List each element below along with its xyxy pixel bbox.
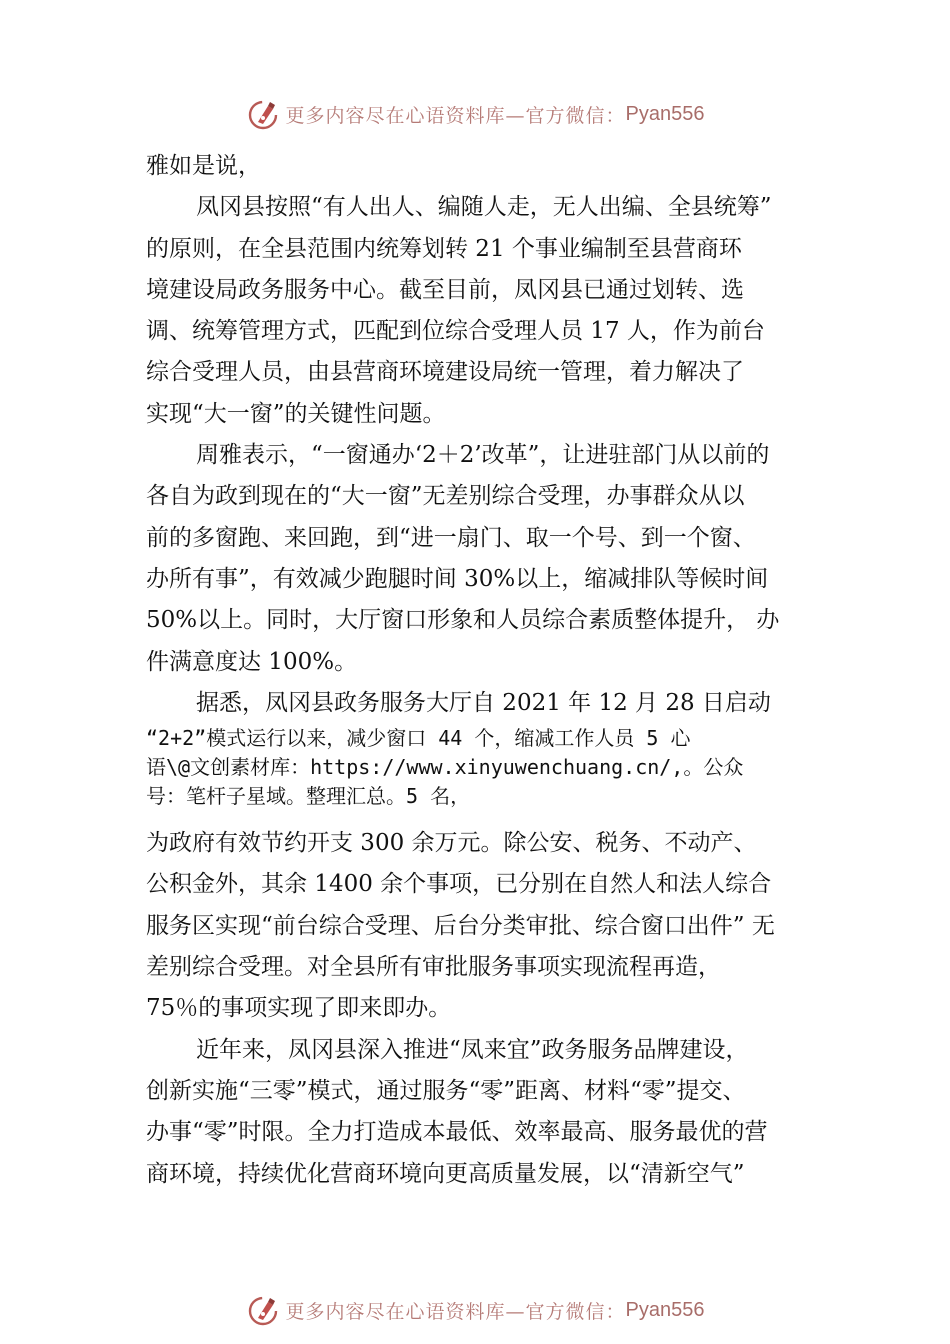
text-line: 雅如是说，	[146, 153, 261, 179]
text-line: 创新实施“三零”模式，通过服务“零”距离、材料“零”提交、	[146, 1077, 746, 1104]
text-line: 办所有事”，有效减少跑腿时间 30%以上，缩减排队等候时间	[146, 565, 769, 592]
text-line: 公积金外，其余 1400 余个事项，已分别在自然人和法人综合	[146, 871, 772, 898]
text-line: 商环境，持续优化营商环境向更高质量发展，以“清新空气”	[146, 1160, 745, 1187]
paragraph-start-line: 周雅表示，“一窗通办‘2＋2’改革”，让进驻部门从以前的	[196, 442, 770, 469]
inserted-ad-line: 号：笔杆子星域。整理汇总。5 名，	[146, 784, 471, 809]
paragraph-start-line: 凤冈县按照“有人出人、编随人走，无人出编、全县统筹”	[196, 194, 772, 221]
text-line: 75％的事项实现了即来即办。	[146, 995, 452, 1022]
text-line: 50%以上。同时，大厅窗口形象和人员综合素质整体提升， 办	[146, 607, 780, 634]
paragraph-start-line: 据悉，凤冈县政务服务大厅自 2021 年 12 月 28 日启动	[196, 689, 771, 716]
inserted-ad-line: 语\@文创素材库：https://www.xinyuwenchuang.cn/,。公众	[146, 755, 744, 780]
watermark-footer	[0, 1290, 950, 1330]
text-line: 境建设局政务服务中心。截至目前，凤冈县已通过划转、选	[146, 276, 744, 303]
text-line: 实现“大一窗”的关键性问题。	[146, 400, 446, 427]
text-line: 差别综合受理。对全县所有审批服务事项实现流程再造，	[146, 954, 721, 981]
text-line: 为政府有效节约开支 300 余万元。除公安、税务、不动产、	[146, 830, 757, 857]
text-line: 综合受理人员，由县营商环境建设局统一管理，着力解决了	[146, 359, 744, 386]
watermark-wechat-id: Pyan556	[625, 102, 705, 125]
text-line: 各自为政到现在的“大一窗”无差别综合受理，办事群众从以	[146, 483, 745, 510]
pen-nib-logo-icon	[246, 96, 282, 132]
text-line: 服务区实现“前台综合受理、后台分类审批、综合窗口出件” 无	[146, 912, 775, 939]
watermark-wechat-id: Pyan556	[625, 1298, 705, 1321]
text-line: 的原则，在全县范围内统筹划转 21 个事业编制至县营商环	[146, 235, 742, 262]
pen-nib-logo-icon	[246, 1292, 282, 1328]
watermark-text: 更多内容尽在心语资料库—官方微信：	[285, 104, 626, 127]
text-line: 前的多窗跑、来回跑，到“进一扇门、取一个号、到一个窗、	[146, 524, 756, 551]
text-line: 件满意度达 100%。	[146, 648, 358, 675]
watermark-text: 更多内容尽在心语资料库—官方微信：	[285, 1300, 626, 1323]
paragraph-start-line: 近年来，凤冈县深入推进“凤来宜”政务服务品牌建设，	[196, 1036, 749, 1063]
watermark-header	[0, 94, 950, 134]
text-line: “2+2”模式运行以来，减少窗口 44 个，缩减工作人员 5 心	[146, 726, 691, 751]
text-line: 办事“零”时限。全力打造成本最低、效率最高、服务最优的营	[146, 1119, 768, 1146]
article-body	[146, 146, 826, 1195]
text-line: 调、统筹管理方式，匹配到位综合受理人员 17 人，作为前台	[146, 318, 765, 345]
